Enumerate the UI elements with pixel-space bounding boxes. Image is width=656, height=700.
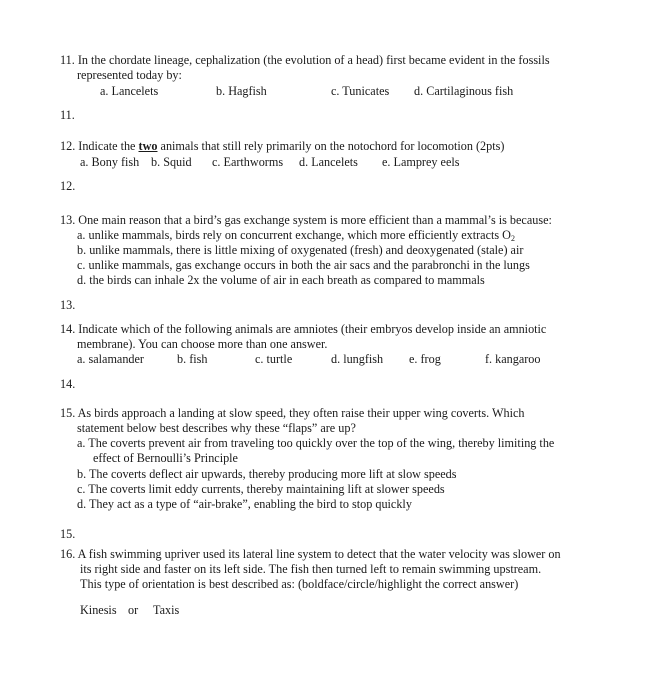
q16-or-word: or [128,603,139,617]
q12-option-b[interactable]: b. Squid [151,155,192,169]
q14-answer-label: 14. [60,377,76,391]
q13-option-c[interactable]: c. unlike mammals, gas exchange occurs in both the air sacs and the parabronchi in the lungs [77,258,530,272]
q12-stem-emphasis: two [138,139,158,153]
q13-option-a-text: a. unlike mammals, birds rely on concurrent exchange, which more efficiently extracts O [77,228,511,242]
q11-stem-line1: 11. In the chordate lineage, cephalization (the evolution of a head) first became evident in the fossils [60,53,550,67]
q12-answer-label: 12. [60,179,76,193]
q13-option-d[interactable]: d. the birds can inhale 2x the volume of air in each breath as compared to mammals [77,273,485,287]
q14-option-a[interactable]: a. salamander [77,352,144,366]
q13-option-a[interactable] [77,228,515,243]
q14-option-b[interactable]: b. fish [177,352,208,366]
q11-option-a[interactable]: a. Lancelets [100,84,159,98]
q15-option-d[interactable]: d. They act as a type of “air-brake”, enabling the bird to stop quickly [77,497,412,511]
q16-stem-line3: This type of orientation is best described as: (boldface/circle/highlight the correct answer) [80,577,519,591]
q15-stem-line1: 15. As birds approach a landing at slow speed, they often raise their upper wing coverts. Which [60,406,525,420]
q15-option-a-line2[interactable]: effect of Bernoulli’s Principle [93,451,238,465]
q12-option-a[interactable]: a. Bony fish [80,155,140,169]
q16-stem-line1: 16. A fish swimming upriver used its lateral line system to detect that the water velocity was slower on [60,547,561,561]
q16-choice-taxis[interactable]: Taxis [153,603,180,617]
q14-stem-line1: 14. Indicate which of the following animals are amniotes (their embryos develop inside an amniotic [60,322,547,336]
q11-stem-line2: represented today by: [77,68,182,82]
q12-stem-prefix: 12. Indicate the [60,139,139,153]
q14-stem-line2: membrane). You can choose more than one answer. [77,337,328,351]
q14-option-f[interactable]: f. kangaroo [485,352,541,366]
q13-stem: 13. One main reason that a bird’s gas exchange system is more efficient than a mammal’s is because: [60,213,552,227]
q15-stem-line2: statement below best describes why these “flaps” are up? [77,421,356,435]
q12-stem-suffix: animals that still rely primarily on the notochord for locomotion (2pts) [157,139,505,153]
q11-option-b[interactable]: b. Hagfish [216,84,267,98]
q11-option-d[interactable]: d. Cartilaginous fish [414,84,514,98]
q12-option-e[interactable]: e. Lamprey eels [382,155,460,169]
q12-option-d[interactable]: d. Lancelets [299,155,358,169]
q13-option-b[interactable]: b. unlike mammals, there is little mixing of oxygenated (fresh) and deoxygenated (stale) air [77,243,524,257]
q15-option-c[interactable]: c. The coverts limit eddy currents, thereby maintaining lift at slower speeds [77,482,445,496]
q13-answer-label: 13. [60,298,76,312]
q15-option-a-line1[interactable]: a. The coverts prevent air from traveling too quickly over the top of the wing, thereby limiting the [77,436,555,450]
q12-option-c[interactable]: c. Earthworms [212,155,284,169]
q16-choice-kinesis[interactable]: Kinesis [80,603,117,617]
q11-answer-label: 11. [60,108,75,122]
q14-option-e[interactable]: e. frog [409,352,441,366]
q11-option-c[interactable]: c. Tunicates [331,84,390,98]
q14-option-d[interactable]: d. lungfish [331,352,384,366]
q15-answer-label: 15. [60,527,76,541]
q16-stem-line2: its right side and faster on its left side. The fish then turned left to remain swimming upstream. [80,562,542,576]
q14-option-c[interactable]: c. turtle [255,352,293,366]
q13-option-a-subscript: 2 [510,234,515,243]
q12-stem [60,139,504,154]
q15-option-b[interactable]: b. The coverts deflect air upwards, thereby producing more lift at slow speeds [77,467,457,481]
